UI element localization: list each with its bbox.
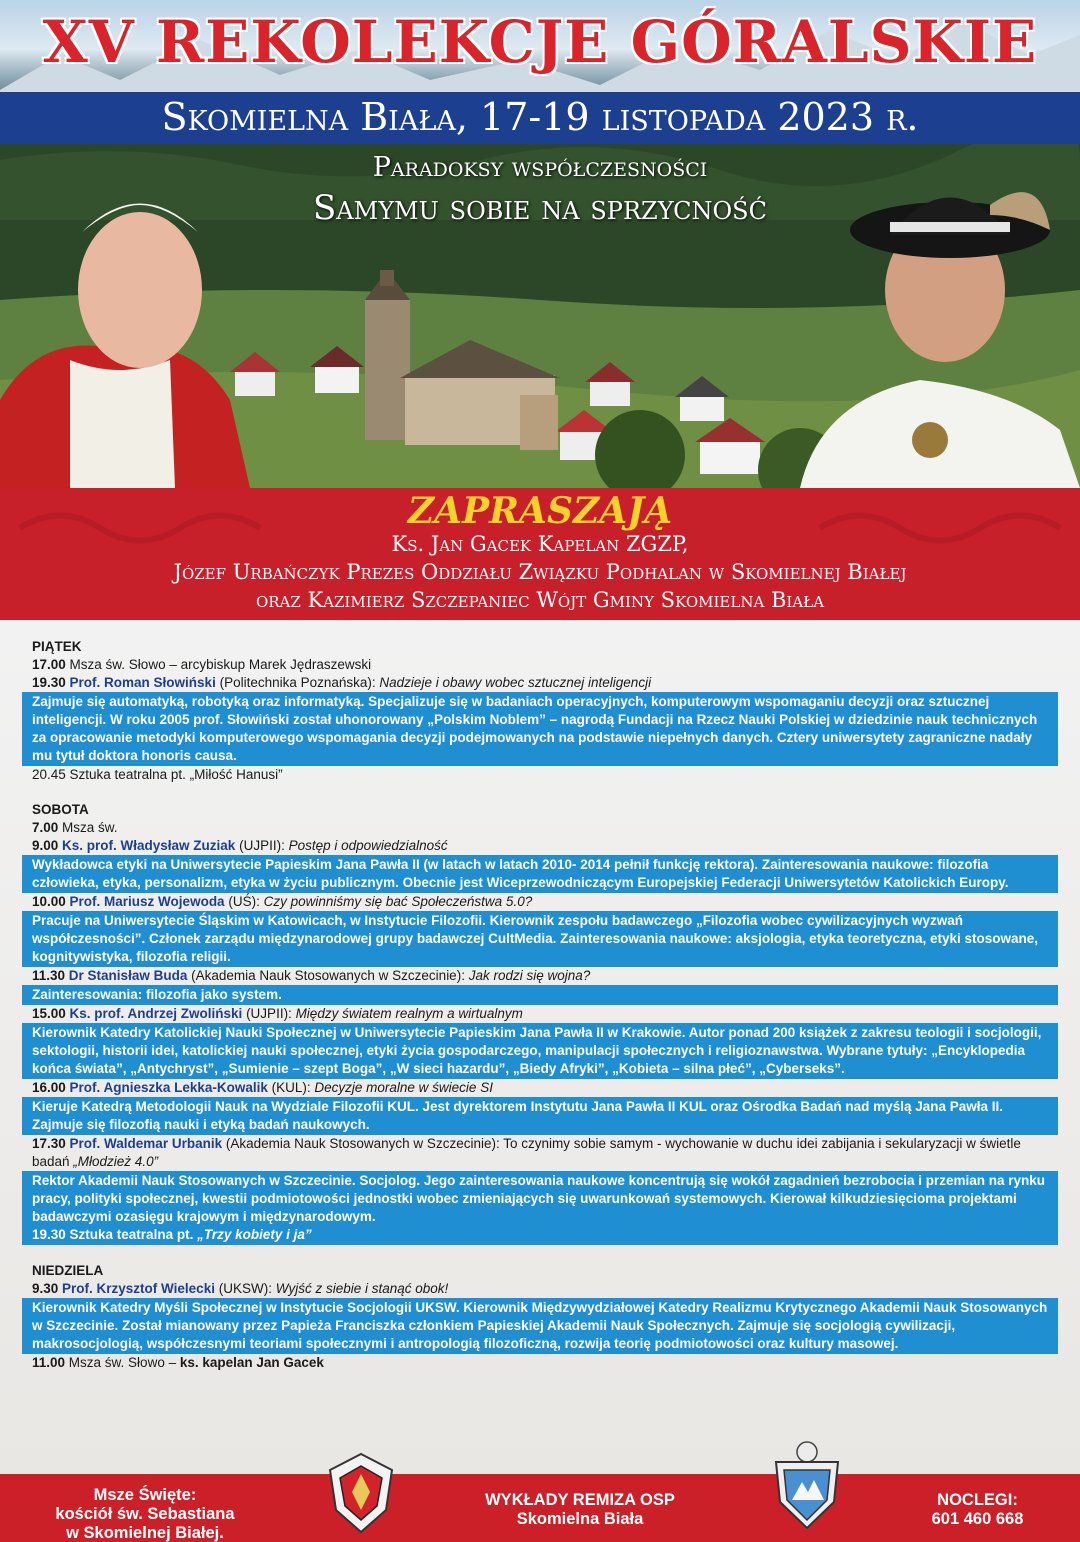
bio-text: Rektor Akademii Nauk Stosowanych w Szczecinie. Socjolog. Jego zainteresowania naukowe koncentrują się wokół zagadnień bezrobocia i przemian na rynku pracy, polityki społecznej, kwestii podmiotowości jednostki wobec zmieniających się uwarunkowań systemowych. Kierował kilkudziesięcioma projektami badawczymi ozasięgu krajowym i międzynarodowym. [32,1173,1046,1224]
item-time: 11.00 [32,1355,66,1370]
lecture-topic: Decyzje moralne w świecie SI [314,1080,493,1095]
speaker-affiliation: (UJPII): [235,838,289,853]
schedule-item [32,656,1052,674]
theme-line-1: Paradoksy współczesności [372,152,708,183]
emblem-left-icon [326,1452,396,1534]
speaker-bio: Zainteresowania: filozofia jako system. [22,985,1058,1005]
speaker-name: Prof. Waldemar Urbanik [65,1136,223,1151]
lecture-topic: Nadzieje i obawy wobec sztucznej inteligencji [379,675,652,690]
schedule-item [32,1354,1052,1372]
invitation-host-1: Ks. Jan Gacek Kapelan ZGZP, [391,532,689,556]
footer-lectures [430,1491,730,1529]
speaker-name: Prof. Mariusz Wojewoda [65,894,225,909]
speaker-affiliation: (Akademia Nauk Stosowanych w Szczecinie): To czynimy sobie samym - wychowanie w duchu idei zabijania i sekularyzacji w świetle badań [32,1136,1021,1169]
item-time: 9.30 [32,1281,59,1296]
speaker-name: Prof. Agnieszka Lekka-Kowalik [65,1080,268,1095]
speaker-bio: Kierownik Katedry Myśli Społecznej w Instytucie Socjologii UKSW. Kierownik Międzywydziałowej Katedry Realizmu Krytycznego Akademii Nauk Stosowanych w Szczecinie. Został mianowany przez Papieża Franciszka członkiem Papieskiej Akademii Nauk Społecznych. Zajmuje się socjologią cywilizacji, makrosocjologią, współczesnymi teoriami społecznymi i antropologią filozoficzną, rozwija teorię podmiotowości oraz kultury masowej. [22,1298,1058,1354]
speaker-name: Ks. prof. Andrzej Zwoliński [65,1006,243,1021]
invitation-host-3: oraz Kazimierz Szczepaniec Wójt Gminy Skomielna Biała [255,588,825,612]
item-text: Msza św. [58,820,118,835]
schedule-item [32,1079,1052,1097]
masses-label: Msze Święte: [93,1486,197,1504]
footer-masses [30,1486,260,1542]
event-place-date: Skomielna Biała, 17-19 listopada 2023 r. [161,95,919,139]
speaker-name: Dr Stanisław Buda [65,968,188,983]
lecture-topic: Czy powinniśmy się bać Społeczeństwa 5.0? [263,894,533,909]
celebrant-name: ks. kapelan Jan Gacek [179,1355,324,1370]
speaker-name: Prof. Roman Słowiński [65,675,216,690]
speaker-affiliation: (Akademia Nauk Stosowanych w Szczecinie): [187,968,469,983]
item-time: 9.00 [32,838,59,853]
lecture-topic: Jak rodzi się wojna? [468,968,591,983]
emblem-right-icon [768,1440,846,1532]
speaker-bio: Pracuje na Uniwersytecie Śląskim w Katowicach, w Instytucie Filozofii. Kierownik zespołu badawczego „Filozofia wobec cywilizacyjnych wyzwań współczesności”. Członek zarządu międzynarodowej grupy badawczej CultMedia. Zainteresowania naukowe: aksjologia, etyka teoretyczna, etyki stosowane, kognitywistyka, filozofia religii. [22,911,1058,967]
lectures-label: WYKŁADY REMIZA OSP [485,1491,675,1509]
footer-lodging [890,1491,1065,1529]
schedule-item [32,1005,1052,1023]
speaker-affiliation: (UŚ): [224,894,264,909]
item-time: 11.30 [32,968,66,983]
item-time: 15.00 [32,1006,66,1021]
speaker-bio: Kieruje Katedrą Metodologii Nauk na Wydziale Filozofii KUL. Jest dyrektorem Instytutu Jana Pawła II KUL oraz Ośrodka Badań nad myślą Jana Pawła II. Zajmuje się filozofią nauki i etyką badań naukowych. [22,1097,1058,1135]
event-title: XV REKOLEKCJE GÓRALSKIE [42,8,1038,76]
schedule-item [32,967,1052,985]
speaker-affiliation: (UKSW): [214,1281,276,1296]
schedule-item [32,893,1052,911]
masses-church: kościół św. Sebastiana [55,1505,235,1523]
invitation-title: ZAPRASZAJĄ [407,490,673,532]
item-time: 10.00 [32,894,66,909]
speaker-bio: Wykładowca etyki na Uniwersytecie Papieskim Jana Pawła II (w latach w latach 2010- 2014 pełnił funkcję rektora). Zainteresowania naukowe: filozofia człowieka, etyka, personalizm, etyka w życiu publicznym. Obecnie jest Wiceprzewodniczącym Europejskiej Federacji Uniwersytetów Katolickich Europy. [22,855,1058,893]
speaker-affiliation: (UJPII): [242,1006,296,1021]
theatre-label: 19.30 Sztuka teatralna pt. [32,1227,198,1242]
speaker-bio [22,1171,1058,1245]
masses-place: w Skomielnej Białej. [66,1524,224,1542]
speaker-affiliation: (KUL): [267,1080,315,1095]
speaker-name: Prof. Krzysztof Wielecki [58,1281,215,1296]
program-section [0,620,1080,1474]
schedule-item [32,1135,1052,1171]
lecture-topic: Postęp i odpowiedzialność [288,838,448,853]
day-heading-friday: PIĄTEK [32,639,82,654]
schedule-item: 20.45 Sztuka teatralna pt. „Miłość Hanusi” [32,767,283,782]
day-heading-saturday: SOBOTA [32,802,89,817]
day-heading-sunday: NIEDZIELA [32,1263,104,1278]
schedule-item [32,837,1052,855]
item-text: Msza św. Słowo – [65,1355,180,1370]
theatre-title: „Trzy kobiety i ja” [197,1227,312,1242]
item-time: 17.30 [32,1136,66,1151]
lodging-phone: 601 460 668 [931,1510,1024,1528]
item-time: 16.00 [32,1080,66,1095]
schedule-item [32,1280,1052,1298]
speaker-name: Ks. prof. Władysław Zuziak [58,838,236,853]
item-time: 7.00 [32,820,59,835]
lodging-label: NOCLEGI: [937,1491,1018,1509]
invitation-host-2: Józef Urbańczyk Prezes Oddziału Związku Podhalan w Skomielnej Białej [173,560,907,584]
schedule-item [32,819,1052,837]
schedule-item [32,674,1052,692]
lecture-topic: „Młodzież 4.0” [73,1154,159,1169]
lectures-place: Skomielna Biała [516,1510,644,1528]
speaker-affiliation: (Politechnika Poznańska): [215,675,380,690]
item-text: Msza św. Słowo – arcybiskup Marek Jędraszewski [65,657,372,672]
item-time: 19.30 [32,675,66,690]
item-time: 17.00 [32,657,66,672]
lecture-topic: Wyjść z siebie i stanąć obok! [275,1281,449,1296]
theme-line-2: Samymu sobie na sprzycność [313,188,767,228]
speaker-bio: Kierownik Katedry Katolickiej Nauki Społecznej w Uniwersytecie Papieskim Jana Pawła II w Krakowie. Autor ponad 200 książek z zakresu teologii i socjologii, sektologii, historii idei, katolickiej nauki społecznej, etyki życia gospodarczego, manipulacji społecznych i religioznawstwa. Wybrane tytuły: „Encyklopedia końca świata”, „Antychryst”, „Sumienie – szept Boga”, „W sieci hazardu”, „Biedy Afryki”, „Kobieta – silna płeć”, „Cyberseks”. [22,1023,1058,1079]
lecture-topic: Między światem realnym a wirtualnym [295,1006,523,1021]
speaker-bio: Zajmuje się automatyką, robotyką oraz informatyką. Specjalizuje się w badaniach operacyjnych, komputerowym wspomaganiu decyzji oraz sztucznej inteligencji. W roku 2005 prof. Słowiński został uhonorowany „Polskim Noblem” – nagrodą Fundacji na Rzecz Nauki Polskiej w dziedzinie nauk technicznych za opracowanie metodyki komputerowego wspomagania decyzji podejmowanych na podstawie niepełnych danych. Cztery uniwersytety zagraniczne nadały mu tytuł doktora honoris causa. [22,692,1058,766]
hero-photo [0,0,1080,488]
